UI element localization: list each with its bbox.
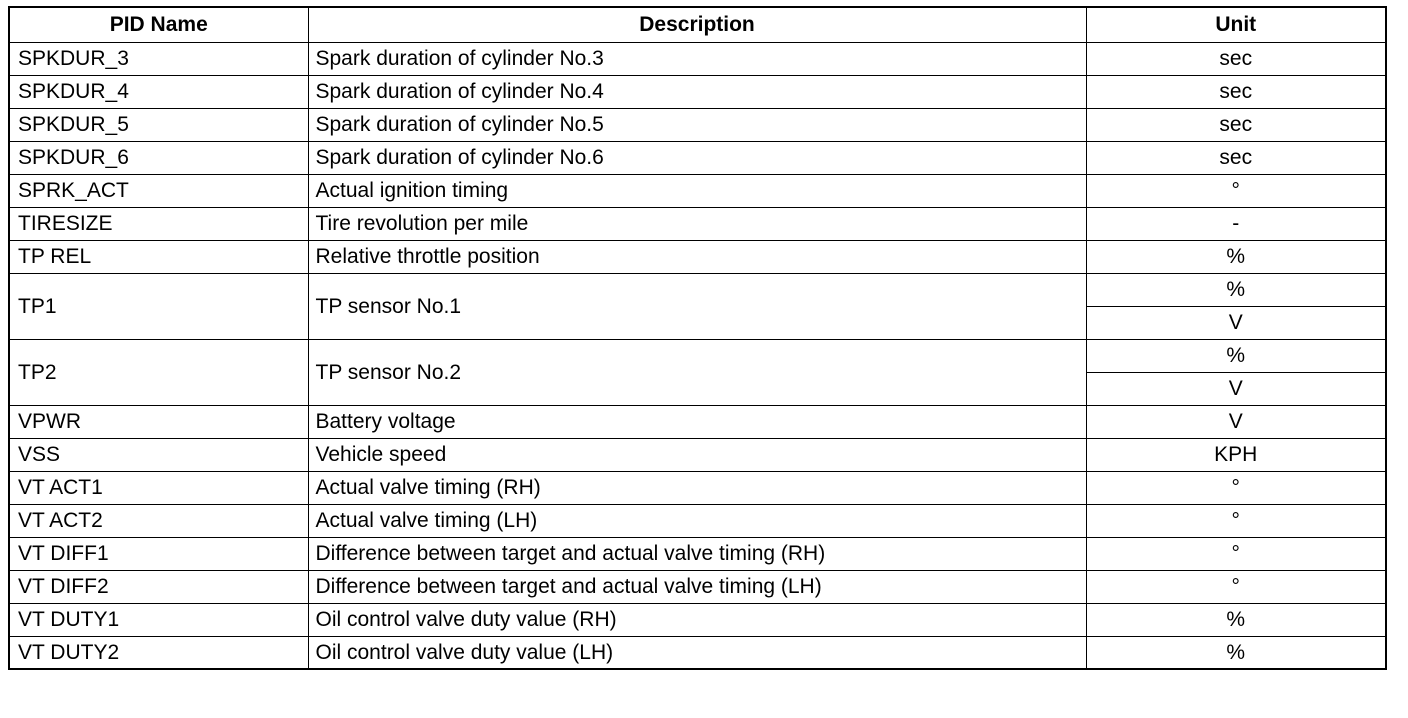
unit-cell: sec	[1086, 141, 1386, 174]
unit-cell: %	[1086, 273, 1386, 306]
unit-cell: V	[1086, 405, 1386, 438]
table-row	[9, 537, 1386, 570]
pid-name-cell: VSS	[9, 438, 308, 471]
table-row	[9, 504, 1386, 537]
table-row	[9, 141, 1386, 174]
table-row	[9, 405, 1386, 438]
pid-name-cell: TP2	[9, 339, 308, 405]
unit-cell: °	[1086, 504, 1386, 537]
pid-name-cell: SPRK_ACT	[9, 174, 308, 207]
table-row	[9, 438, 1386, 471]
pid-name-cell: VT ACT1	[9, 471, 308, 504]
description-cell: Tire revolution per mile	[308, 207, 1086, 240]
table-row	[9, 240, 1386, 273]
pid-name-cell: SPKDUR_5	[9, 108, 308, 141]
description-cell: Actual valve timing (LH)	[308, 504, 1086, 537]
table-row	[9, 471, 1386, 504]
description-cell: Oil control valve duty value (RH)	[308, 603, 1086, 636]
unit-cell: %	[1086, 603, 1386, 636]
table-row	[9, 108, 1386, 141]
pid-name-cell: TP1	[9, 273, 308, 339]
description-cell: Relative throttle position	[308, 240, 1086, 273]
table-header	[9, 7, 1386, 42]
unit-cell: sec	[1086, 108, 1386, 141]
description-cell: TP sensor No.1	[308, 273, 1086, 339]
table-row	[9, 603, 1386, 636]
unit-cell: %	[1086, 339, 1386, 372]
header-unit: Unit	[1086, 7, 1386, 42]
table-body	[9, 42, 1386, 669]
unit-cell: sec	[1086, 75, 1386, 108]
table-row	[9, 75, 1386, 108]
table-row	[9, 339, 1386, 372]
description-cell: Actual valve timing (RH)	[308, 471, 1086, 504]
description-cell: Spark duration of cylinder No.3	[308, 42, 1086, 75]
pid-name-cell: TP REL	[9, 240, 308, 273]
pid-name-cell: VT DUTY1	[9, 603, 308, 636]
pid-name-cell: VT DUTY2	[9, 636, 308, 669]
unit-cell: °	[1086, 174, 1386, 207]
pid-name-cell: SPKDUR_3	[9, 42, 308, 75]
table-row	[9, 174, 1386, 207]
header-pid-name: PID Name	[9, 7, 308, 42]
pid-name-cell: VT ACT2	[9, 504, 308, 537]
pid-name-cell: SPKDUR_6	[9, 141, 308, 174]
description-cell: Vehicle speed	[308, 438, 1086, 471]
description-cell: Difference between target and actual valve timing (LH)	[308, 570, 1086, 603]
pid-name-cell: VT DIFF2	[9, 570, 308, 603]
unit-cell: %	[1086, 240, 1386, 273]
pid-name-cell: VPWR	[9, 405, 308, 438]
description-cell: Spark duration of cylinder No.4	[308, 75, 1086, 108]
unit-cell: -	[1086, 207, 1386, 240]
description-cell: Difference between target and actual valve timing (RH)	[308, 537, 1086, 570]
unit-cell: V	[1086, 372, 1386, 405]
table-row	[9, 42, 1386, 75]
unit-cell: %	[1086, 636, 1386, 669]
description-cell: TP sensor No.2	[308, 339, 1086, 405]
description-cell: Spark duration of cylinder No.6	[308, 141, 1086, 174]
table-row	[9, 570, 1386, 603]
pid-name-cell: SPKDUR_4	[9, 75, 308, 108]
pid-table	[8, 6, 1387, 670]
unit-cell: sec	[1086, 42, 1386, 75]
unit-cell: °	[1086, 570, 1386, 603]
table-row	[9, 636, 1386, 669]
header-description: Description	[308, 7, 1086, 42]
description-cell: Battery voltage	[308, 405, 1086, 438]
unit-cell: V	[1086, 306, 1386, 339]
pid-name-cell: VT DIFF1	[9, 537, 308, 570]
table-row	[9, 273, 1386, 306]
unit-cell: KPH	[1086, 438, 1386, 471]
unit-cell: °	[1086, 471, 1386, 504]
pid-name-cell: TIRESIZE	[9, 207, 308, 240]
description-cell: Oil control valve duty value (LH)	[308, 636, 1086, 669]
description-cell: Actual ignition timing	[308, 174, 1086, 207]
table-row	[9, 207, 1386, 240]
description-cell: Spark duration of cylinder No.5	[308, 108, 1086, 141]
unit-cell: °	[1086, 537, 1386, 570]
header-row	[9, 7, 1386, 42]
